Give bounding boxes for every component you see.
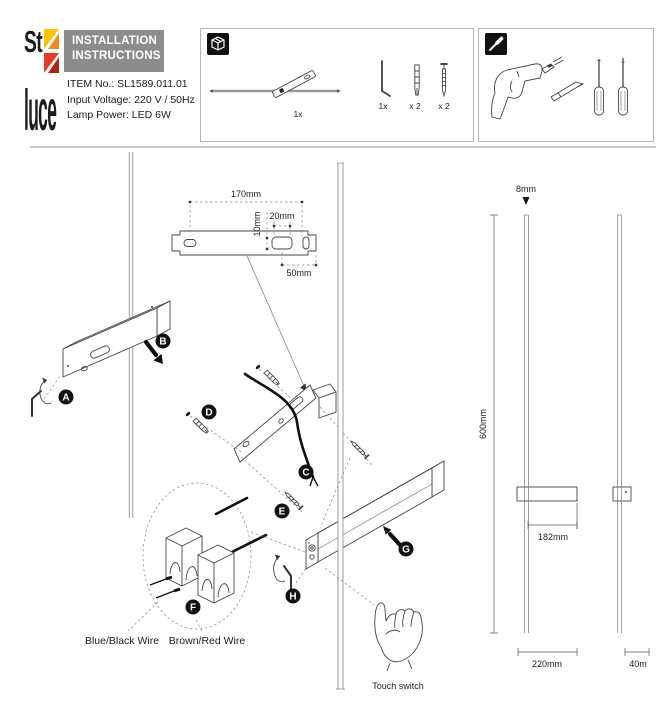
mount-screw-right xyxy=(349,439,369,459)
screw-part xyxy=(441,64,448,96)
title-line-1: INSTALLATION xyxy=(72,35,158,47)
step-badge-g xyxy=(399,542,414,557)
dim-bracket-slot-offset: 50mm xyxy=(286,268,312,278)
item-info xyxy=(67,77,195,124)
step-badge-c xyxy=(299,465,314,480)
installation-instructions-title xyxy=(64,30,164,72)
dim-bracket-slot-width: 20mm xyxy=(269,211,295,221)
fixture-mount-diagram xyxy=(306,461,444,569)
dim-body-depth: 40m xyxy=(629,659,647,669)
touch-hand-illustration xyxy=(375,603,423,671)
wire-connector-block-2 xyxy=(198,545,234,603)
dim-bracket-length: 170mm xyxy=(230,189,262,199)
hex-key-qty-label: 1x xyxy=(378,101,388,111)
step-badge-d xyxy=(202,405,217,420)
title-line-2: INSTRUCTIONS xyxy=(72,50,161,62)
mount-direction-arrow-g xyxy=(383,526,400,545)
wire-connection-detail xyxy=(85,483,305,647)
fixture-side-view xyxy=(613,215,631,633)
wall-anchor-top xyxy=(264,370,280,386)
screw-qty-label: x 2 xyxy=(438,101,450,111)
logo-luce: luce xyxy=(24,78,57,136)
bracket-dimension-drawing xyxy=(172,189,317,392)
wall-anchor-part xyxy=(415,65,419,95)
st-luce-logo xyxy=(8,24,64,136)
flat-screwdriver-tool xyxy=(619,58,628,115)
hex-key-part xyxy=(382,61,390,96)
rod-thickness-arrow xyxy=(523,197,530,205)
dim-body-offset: 182mm xyxy=(537,532,569,542)
step-remove-bracket-diagram xyxy=(32,152,171,518)
step-badge-h xyxy=(286,589,301,604)
step-f-label: F xyxy=(189,602,197,614)
drill-tool xyxy=(492,57,564,119)
blue-black-wire-label: Blue/Black Wire xyxy=(84,635,160,647)
input-voltage: Input Voltage: 220 V / 50Hz xyxy=(67,93,195,106)
step-g-label: G xyxy=(402,544,410,556)
step-c-label: C xyxy=(302,467,310,479)
step-badge-b xyxy=(156,334,171,349)
hex-key-tool-h xyxy=(274,555,291,591)
brown-red-wire-label: Brown/Red Wire xyxy=(168,635,246,647)
step-e-label: E xyxy=(278,506,286,518)
dim-rod-length: 600mm xyxy=(478,408,488,440)
logo-st-text xyxy=(24,26,43,60)
logo-st: St xyxy=(24,25,42,60)
package-icon xyxy=(207,33,229,55)
step-badge-a xyxy=(59,390,74,405)
anchor-qty-label: x 2 xyxy=(409,101,421,111)
step-a-label: A xyxy=(62,392,70,404)
step-badge-f xyxy=(186,600,201,615)
fixture-qty-label: 1x xyxy=(293,109,303,119)
item-number: ITEM No.: SL1589.011.01 xyxy=(67,78,188,90)
step-b-label: B xyxy=(159,336,167,348)
dim-bracket-slot-height: 10mm xyxy=(252,211,262,237)
logo-luce-text xyxy=(24,79,57,136)
wall-bracket-install-diagram xyxy=(185,364,372,518)
dim-rod-thickness: 8mm xyxy=(516,184,536,194)
screwdriver-icon xyxy=(485,33,507,55)
step-d-label: D xyxy=(205,407,213,419)
dimension-views xyxy=(478,184,649,669)
dim-body-length: 220mm xyxy=(531,659,563,669)
touch-switch-label: Touch switch xyxy=(372,681,424,691)
fixture-rod-part xyxy=(209,70,341,98)
fixture-front-view xyxy=(517,215,577,633)
included-parts-box xyxy=(200,28,474,142)
pencil-tool xyxy=(551,82,583,101)
step-h-label: H xyxy=(289,591,297,603)
lamp-power: Lamp Power: LED 6W xyxy=(67,109,171,121)
wall-anchor-d xyxy=(193,418,209,434)
phillips-screwdriver-tool xyxy=(595,59,604,115)
hex-key-tool-a xyxy=(32,378,51,417)
installation-diagram xyxy=(0,140,656,720)
required-tools-box xyxy=(478,28,654,142)
step-badge-e xyxy=(275,504,290,519)
